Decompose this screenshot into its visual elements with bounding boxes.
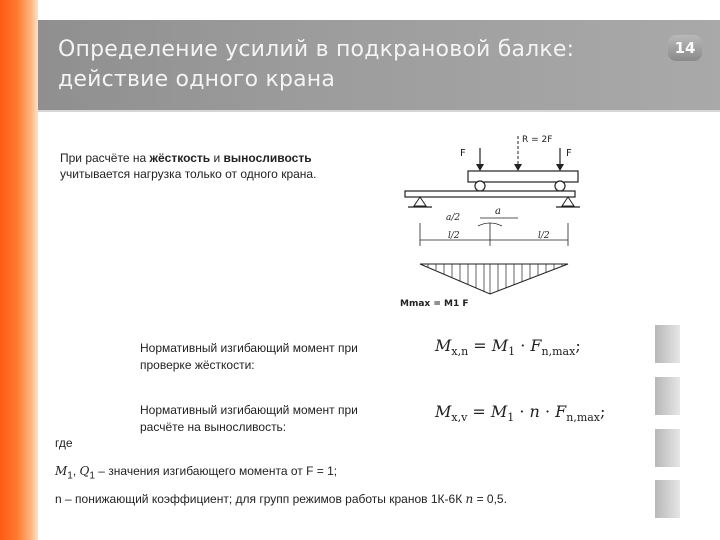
- crane-wheel-left: [475, 181, 485, 191]
- header-separator: [38, 110, 720, 112]
- intro-suffix: учитывается нагрузка только от одного крана.: [60, 167, 317, 181]
- support-left: [414, 197, 426, 206]
- label-force-right: F: [566, 148, 572, 159]
- label-force-left: F: [460, 148, 466, 159]
- slide-header: [38, 20, 720, 110]
- side-decor-box-4: [655, 480, 680, 518]
- left-accent-bar: [0, 0, 38, 540]
- intro-text: [60, 150, 320, 182]
- side-decor-box-2: [655, 377, 680, 415]
- stiffness-moment-label: Нормативный изгибающий момент при проверке жёсткости:: [140, 341, 358, 372]
- endurance-moment-label: Нормативный изгибающий момент при расчёте на выносливость:: [140, 403, 358, 434]
- label-l-half-right: l/2: [538, 231, 550, 241]
- intro-middle: и: [210, 151, 224, 165]
- crane-beam-diagram: [380, 128, 590, 310]
- label-l-half-left: l/2: [448, 231, 460, 241]
- intro-prefix: При расчёте на: [60, 151, 150, 165]
- crane-beam: [405, 191, 575, 197]
- crane-wheel-right: [555, 181, 565, 191]
- support-right: [562, 197, 574, 206]
- intro-bold-stiffness: жёсткость: [149, 151, 211, 165]
- where-label: где: [55, 436, 73, 450]
- crane-body: [468, 171, 578, 182]
- side-decor-box-3: [655, 429, 680, 467]
- endurance-moment-formula: $M_{x,v} = M_1 \cdot n \cdot F_{n,max}$;: [435, 402, 606, 425]
- force-right-arrowhead: [556, 164, 564, 171]
- label-mmax: Mmax = M1 F: [400, 299, 469, 309]
- page-number-badge: 14: [668, 35, 702, 61]
- side-decor-box-1: [655, 325, 680, 363]
- top-band: [38, 0, 720, 20]
- label-a: a: [495, 206, 501, 217]
- intro-bold-endurance: выносливость: [223, 151, 312, 165]
- slide-title: Определение усилий в подкрановой балке: действие одного крана: [58, 37, 575, 92]
- label-a-half: a/2: [446, 213, 461, 223]
- resultant-arrowhead: [514, 164, 522, 171]
- label-resultant: R = 2F: [522, 135, 553, 145]
- force-left-arrowhead: [476, 164, 484, 171]
- n-coefficient-definition: n – понижающий коэффициент; для групп режимов работы кранов 1К-6К n = 0,5.: [55, 492, 507, 506]
- m1-q1-definition: $M_1$, $Q_1$ – значения изгибающего момента от F = 1;: [55, 464, 338, 482]
- stiffness-moment-formula: $M_{x,n} = M_1 \cdot F_{n,max}$;: [435, 336, 581, 359]
